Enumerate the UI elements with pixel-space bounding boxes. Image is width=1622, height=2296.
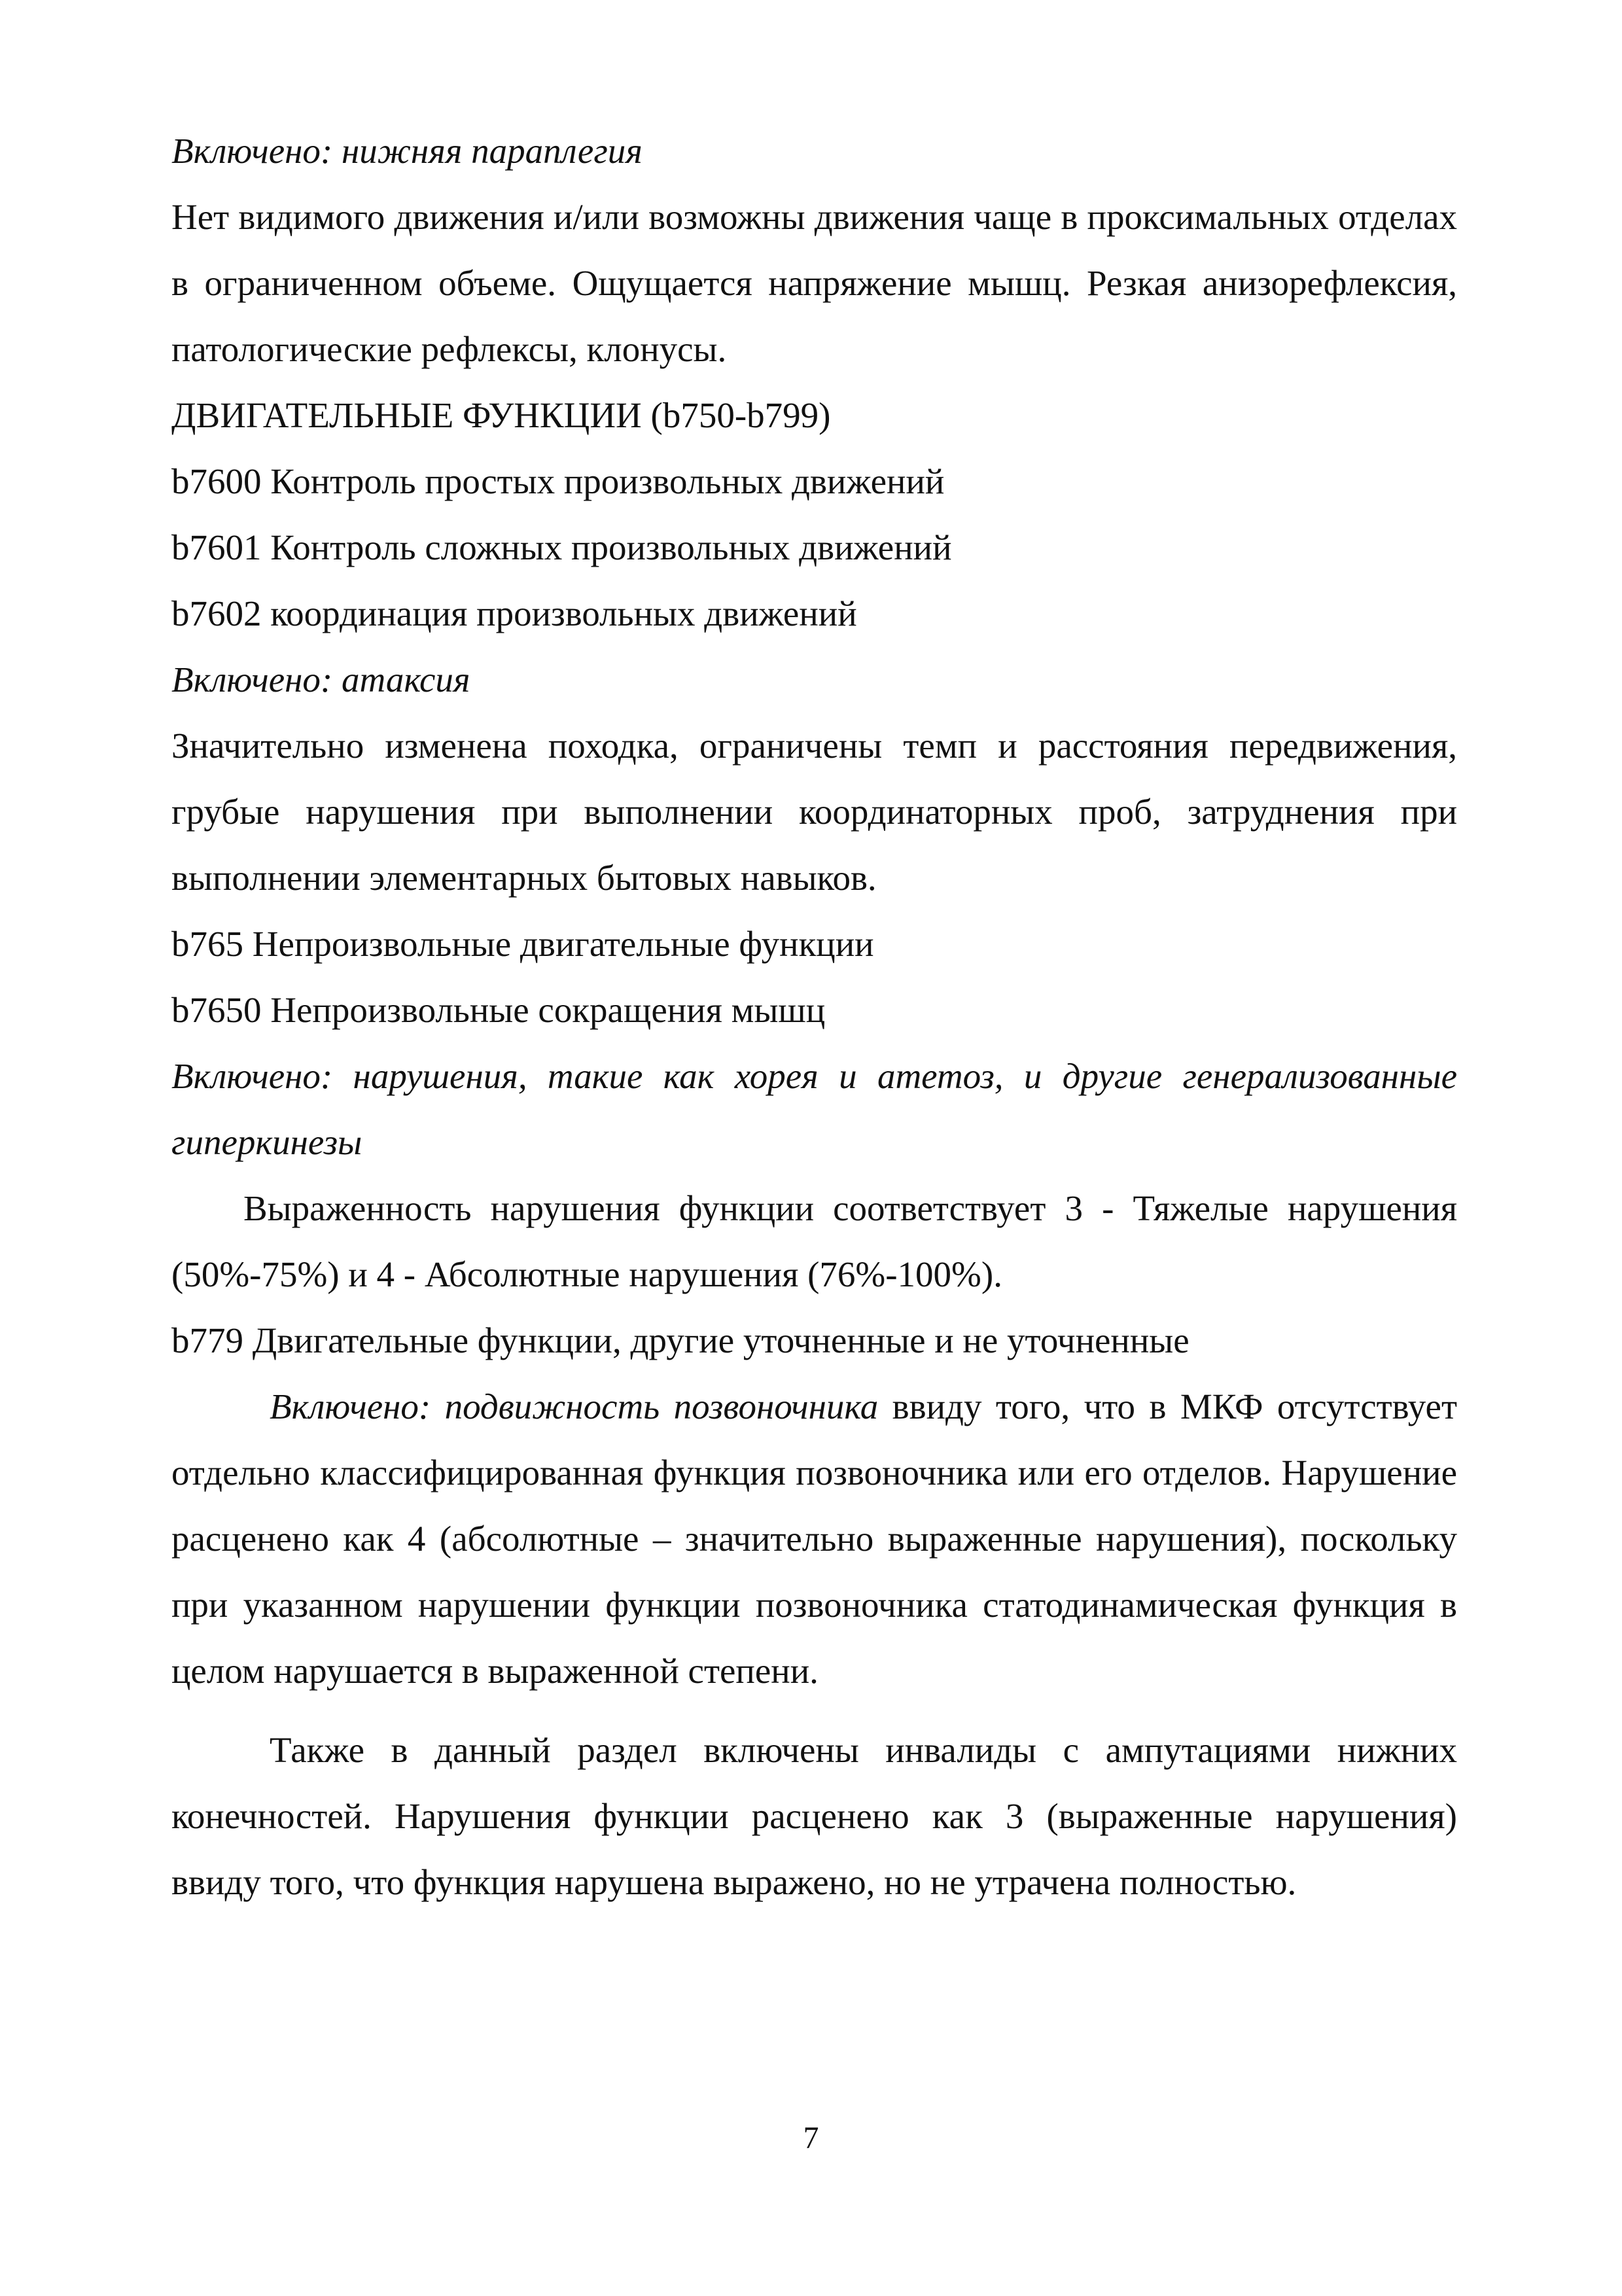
code-b7650: b7650 Непроизвольные сокращения мышц [171,990,826,1030]
paragraph-paraplegia-description: Нет видимого движения и/или возможны движения чаще в проксимальных отделах в ограниченном объеме. Ощущается напряжение мышц. Резкая анизорефлексия, патологические рефлексы, клонусы. [171,197,1457,369]
paragraph-spine [171,1373,1457,1704]
code-b7602: b7602 координация произвольных движений [171,593,857,633]
code-b7601: b7601 Контроль сложных произвольных движений [171,527,952,567]
code-b7600: b7600 Контроль простых произвольных движений [171,461,945,501]
document-page [171,118,1457,1915]
included-ataxia: Включено: атаксия [171,660,470,699]
paragraph-severity: Выраженность нарушения функции соответствует 3 - Тяжелые нарушения (50%-75%) и 4 - Абсолютные нарушения (76%-100%). [171,1188,1457,1294]
heading-motor-functions: ДВИГАТЕЛЬНЫЕ ФУНКЦИИ (b750-b799) [171,395,831,435]
included-spine-mobility: Включено: подвижность позвоночника [270,1386,879,1426]
paragraph-amputation: Также в данный раздел включены инвалиды с ампутациями нижних конечностей. Нарушения функции расценено как 3 (выраженные нарушения) ввиду того, что функция нарушена выражено, но не утрачена полностью. [171,1730,1457,1902]
included-paraplegia: Включено: нижняя параплегия [171,131,643,171]
page-number: 7 [803,2121,819,2155]
code-b779: b779 Двигательные функции, другие уточненные и не уточненные [171,1320,1190,1360]
included-chorea: Включено: нарушения, такие как хорея и атетоз, и другие генерализованные гиперкинезы [171,1056,1457,1162]
code-b765: b765 Непроизвольные двигательные функции [171,924,874,964]
paragraph-ataxia-description: Значительно изменена походка, ограничены темп и расстояния передвижения, грубые нарушения при выполнении координаторных проб, затруднения при выполнении элементарных бытовых навыков. [171,726,1457,898]
paragraph-spine-text: ввиду того, что в МКФ отсутствует отдельно классифицированная функция позвоночника или его отделов. Нарушение расценено как 4 (абсолютные – значительно выраженные нарушения), поскольку при указанном нарушении функции позвоночника статодинамическая функция в целом нарушается в выраженной степени. [171,1386,1457,1691]
